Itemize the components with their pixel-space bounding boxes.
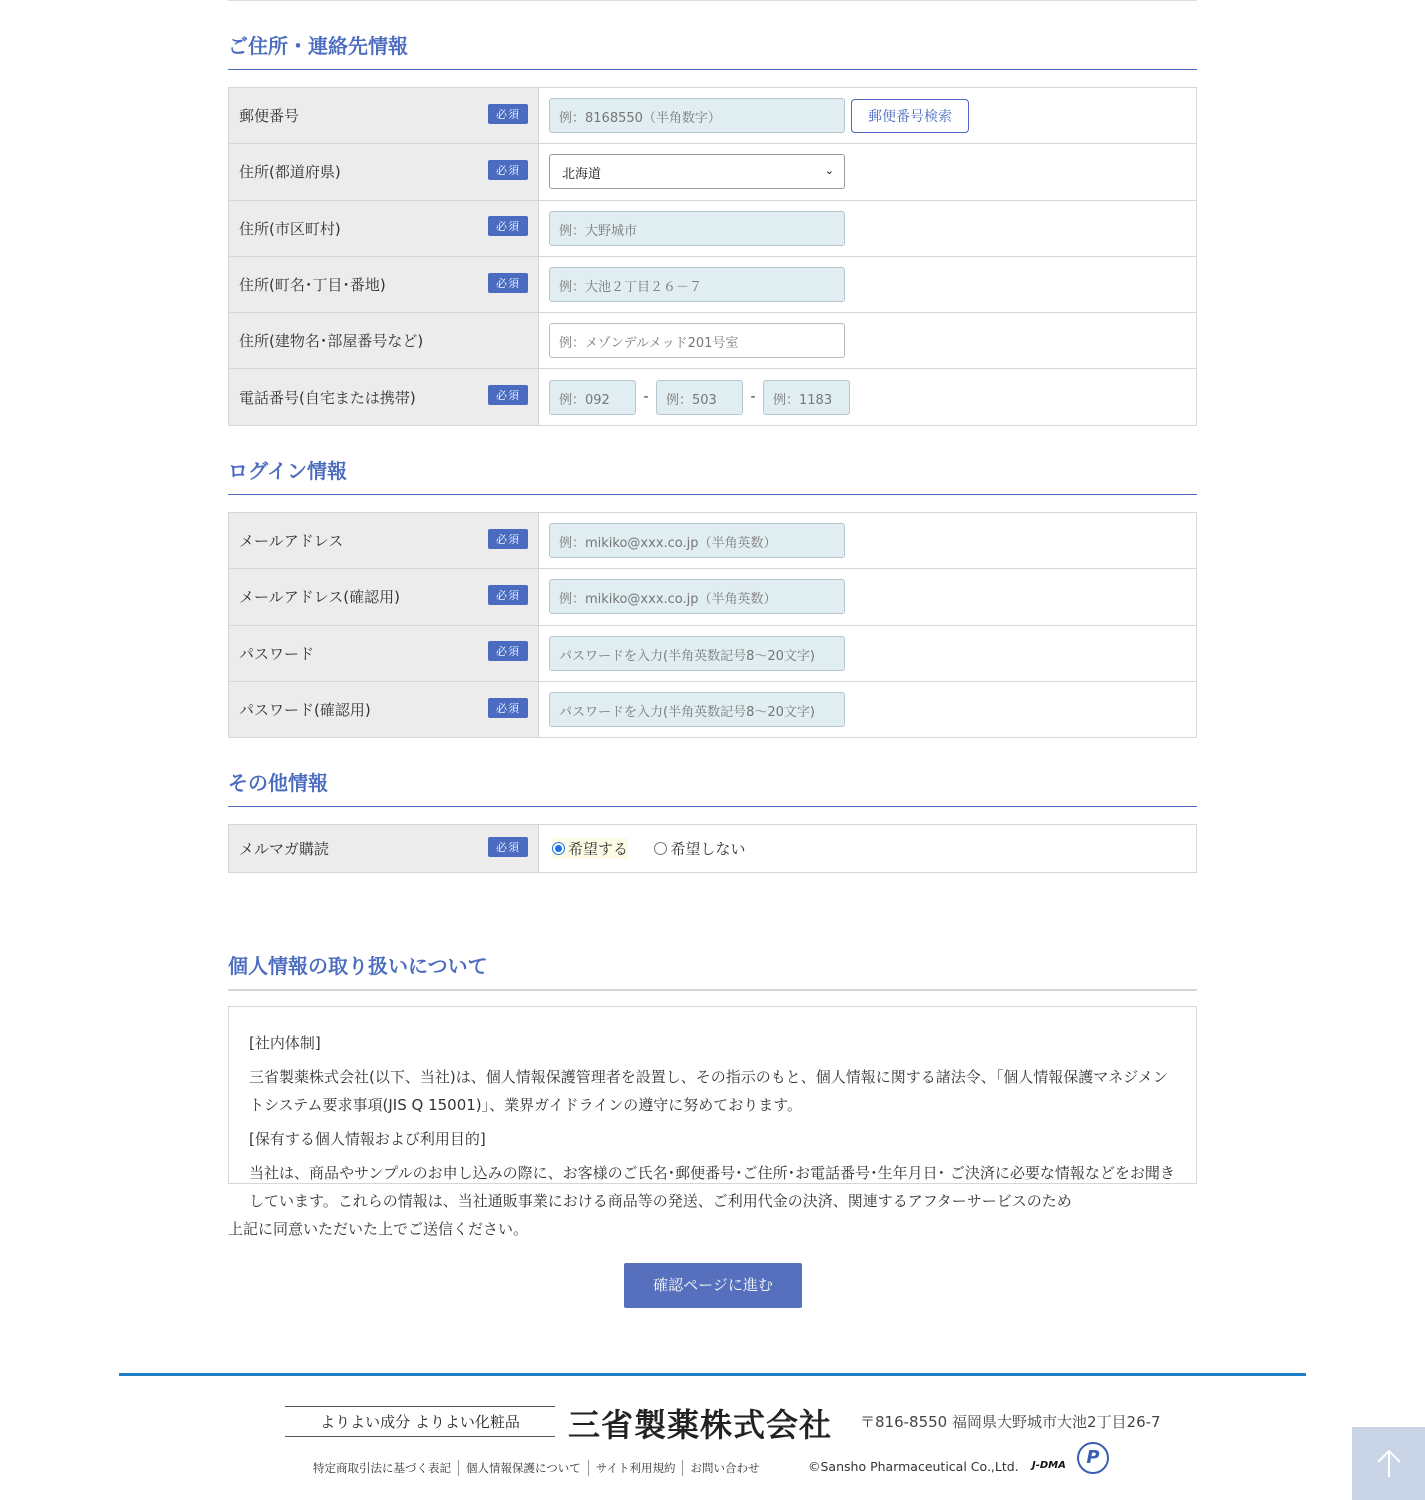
section-title-login: ログイン情報 (228, 455, 1197, 495)
label-text: パスワード(確認用) (239, 701, 371, 720)
footer-link-tokushoho[interactable]: 特定商取引法に基づく表記 (313, 1460, 459, 1476)
footer-divider (119, 1373, 1306, 1376)
back-to-top-button[interactable] (1352, 1427, 1425, 1500)
form-row-city (229, 200, 1197, 256)
phone-input-3[interactable]: 例：1183 (763, 380, 850, 415)
top-divider (228, 0, 1197, 1)
form-row-password (229, 625, 1197, 681)
field-label-password (229, 625, 539, 681)
required-badge: 必須 (488, 104, 528, 124)
prefecture-selected-value: 北海道 (562, 167, 602, 183)
copyright: ©Sansho Pharmaceutical Co.,Ltd. (808, 1459, 1019, 1474)
form-row-building (229, 313, 1197, 369)
form-row-prefecture (229, 144, 1197, 200)
form-row-phone (229, 369, 1197, 425)
required-badge: 必須 (488, 837, 528, 857)
form-row-password-confirm (229, 681, 1197, 737)
radio-label: 希望する (568, 840, 629, 858)
city-input[interactable]: 例：大野城市 (549, 211, 845, 246)
company-address: 〒816-8550 福岡県大野城市大池2丁目26-7 (860, 1413, 1161, 1431)
agree-notice: 上記に同意いただいた上でご送信ください。 (228, 1220, 529, 1238)
login-form-table (228, 512, 1197, 738)
confirm-page-button[interactable]: 確認ページに進む (624, 1263, 802, 1308)
section-title-other: その他情報 (228, 767, 1197, 807)
privacy-mark-icon: P (1077, 1442, 1109, 1474)
section-title-privacy: 個人情報の取り扱いについて (228, 950, 1197, 991)
phone-separator: - (750, 389, 756, 406)
privacy-paragraph: 三省製薬株式会社(以下、当社)は、個人情報保護管理者を設置し、その指示のもと、個人情報に関する諸法令、「個人情報保護マネジメントシステム要求事項(JIS Q 15001)」、業界ガイドラインの遵守に努めております。 (249, 1068, 1168, 1114)
required-badge: 必須 (488, 160, 528, 180)
required-badge: 必須 (488, 529, 528, 549)
required-badge: 必須 (488, 273, 528, 293)
field-label-phone (229, 369, 539, 425)
label-text: メールアドレス(確認用) (239, 588, 400, 607)
privacy-heading: [保有する個人情報および利用目的] (249, 1130, 486, 1148)
zip-input[interactable]: 例：8168550（半角数字） (549, 98, 845, 133)
form-row-street (229, 256, 1197, 312)
privacy-heading: [社内体制] (249, 1034, 321, 1052)
label-text: 住所(建物名･部屋番号など) (239, 332, 424, 351)
label-text: メールアドレス (239, 532, 344, 551)
label-text: パスワード (239, 644, 315, 663)
form-row-email (229, 513, 1197, 569)
phone-separator: - (643, 389, 649, 406)
field-label-email (229, 513, 539, 569)
field-label-zip (229, 88, 539, 144)
company-logo[interactable]: 三省製薬株式会社 (568, 1406, 833, 1444)
label-text: 郵便番号 (239, 107, 300, 126)
radio-unselected-icon (654, 842, 667, 855)
phone-input-2[interactable]: 例：503 (656, 380, 743, 415)
field-label-password-confirm (229, 681, 539, 737)
section-title-address: ご住所・連絡先情報 (228, 30, 1197, 70)
email-input[interactable]: 例：mikiko@xxx.co.jp（半角英数） (549, 523, 845, 558)
newsletter-option-no[interactable] (654, 838, 745, 859)
arrow-up-icon (1375, 1449, 1403, 1479)
field-label-city (229, 200, 539, 256)
required-badge: 必須 (488, 641, 528, 661)
required-badge: 必須 (488, 585, 528, 605)
jdma-logo: J-DMA (1032, 1460, 1066, 1471)
phone-input-1[interactable]: 例：092 (549, 380, 636, 415)
required-badge: 必須 (488, 385, 528, 405)
label-text: 電話番号(自宅または携帯) (239, 388, 416, 407)
email-confirm-input[interactable]: 例：mikiko@xxx.co.jp（半角英数） (549, 579, 845, 614)
form-row-newsletter (229, 825, 1197, 873)
radio-label: 希望しない (670, 840, 746, 858)
footer-link-contact[interactable]: お問い合わせ (690, 1461, 760, 1475)
footer-tagline: よりよい成分 よりよい化粧品 (285, 1406, 555, 1437)
label-text: メルマガ購読 (239, 840, 330, 858)
zip-search-button[interactable]: 郵便番号検索 (851, 99, 969, 133)
footer-links (313, 1460, 766, 1476)
footer-link-privacy[interactable]: 個人情報保護について (459, 1460, 589, 1476)
field-label-newsletter (229, 825, 539, 873)
building-input[interactable]: 例：メゾンデルメッド201号室 (549, 323, 845, 358)
radio-selected-icon (552, 842, 565, 855)
privacy-paragraph: 当社は、商品やサンプルのお申し込みの際に、お客様のご氏名･郵便番号･ご住所･お電話番号･生年月日･ ご決済に必要な情報などをお聞きしています。これらの情報は、当社通販事業における商品等の発送、ご利用代金の決済、関連するアフターサービスのため (249, 1164, 1175, 1210)
label-text: 住所(町名･丁目･番地) (239, 276, 386, 295)
required-badge: 必須 (488, 216, 528, 236)
label-text: 住所(市区町村) (239, 219, 341, 238)
form-row-email-confirm (229, 569, 1197, 625)
password-input[interactable]: パスワードを入力(半角英数記号8～20文字) (549, 636, 845, 671)
field-label-building (229, 313, 539, 369)
chevron-down-icon: ⌄ (824, 164, 834, 178)
required-badge: 必須 (488, 698, 528, 718)
other-form-table (228, 824, 1197, 873)
address-form-table (228, 87, 1197, 426)
field-label-email-confirm (229, 569, 539, 625)
form-row-zip (229, 88, 1197, 144)
label-text: 住所(都道府県) (239, 163, 341, 182)
newsletter-option-yes[interactable] (552, 838, 628, 859)
footer-link-terms[interactable]: サイト利用規約 (589, 1460, 684, 1476)
prefecture-select[interactable] (549, 154, 845, 189)
field-label-street (229, 256, 539, 312)
street-input[interactable]: 例：大池２丁目２６－７ (549, 267, 845, 302)
field-label-prefecture (229, 144, 539, 200)
password-confirm-input[interactable]: パスワードを入力(半角英数記号8～20文字) (549, 692, 845, 727)
privacy-policy-scrollbox[interactable] (228, 1006, 1197, 1210)
